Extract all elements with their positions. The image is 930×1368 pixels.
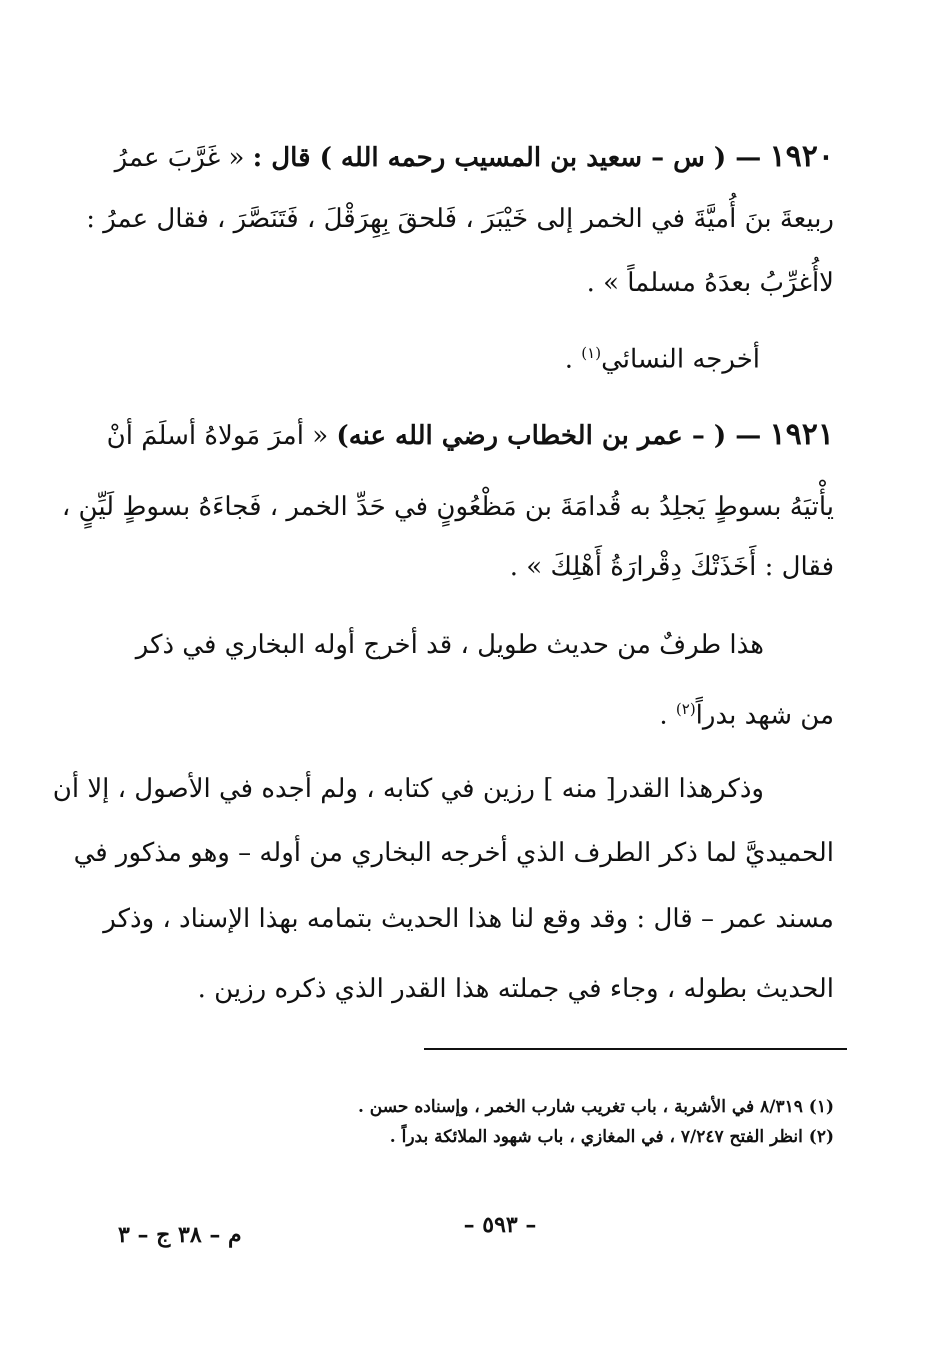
commentary-2-line-1: وذكرهذا القدر[ منه ] رزين في كتابه ، ولم أجده في الأصول ، إلا أن <box>52 774 764 804</box>
hadith-1921-line-2: يأْتيَهُ بسوطٍ يَجلِدُ به قُدامَةَ بن مَظْعُونٍ في حَدِّ الخمر ، فَجاءَهُ بسوطٍ لَيِّنٍ ، <box>61 492 834 522</box>
hadith-narrator: — ( س – سعيد بن المسيب رحمه الله ) قال : <box>252 143 762 173</box>
hadith-1921-line-3: فقال : أَخَذَتْكَ دِقْرارَةُ أَهْلِكَ » . <box>509 552 834 582</box>
hadith-1920-line-2: ربيعةَ بنَ أُميَّةَ في الخمر إلى خَيْبَرَ ، فَلحقَ بِهِرَقْلَ ، فَتَنَصَّرَ ، فقال عمرُ : <box>86 204 834 234</box>
printer-signature: م – ٣٨ ج – ٣ <box>118 1222 242 1248</box>
commentary-end: . <box>659 700 668 731</box>
commentary-1-line-1: هذا طرفٌ من حديث طويل ، قد أخرج أوله البخاري في ذكر <box>135 630 764 660</box>
commentary-1-line-2 <box>94 692 834 733</box>
hadith-1920-line-1 <box>94 140 834 175</box>
footnote-2: (٢) انظر الفتح ٧/٢٤٧ ، في المغازي ، باب شهود الملائكة بدراً . <box>389 1127 834 1147</box>
page-number: – ٥٩٣ – <box>463 1212 537 1238</box>
commentary-text: من شهد بدراً <box>695 700 834 731</box>
footnote-ref: (١) <box>581 344 602 362</box>
hadith-1920-line-3: لاأُغرِّبُ بعدَهُ مسلماً » . <box>586 268 834 298</box>
hadith-number: ١٩٢٠ <box>769 139 834 174</box>
hadith-narrator: — ( – عمر بن الخطاب رضي الله عنه) <box>336 421 762 451</box>
takhrij-end: . <box>564 344 574 375</box>
hadith-number: ١٩٢١ <box>769 417 834 452</box>
commentary-2-line-2: الحميديَّ لما ذكر الطرف الذي أخرجه البخاري من أوله – وهو مذكور في <box>73 838 834 868</box>
commentary-2-line-4: الحديث بطوله ، وجاء في جملته هذا القدر الذي ذكره رزين . <box>197 974 834 1004</box>
footnote-ref: (٢) <box>675 700 696 718</box>
hadith-text: « غَرَّبَ عمرُ <box>114 143 245 173</box>
hadith-1920-takhrij <box>20 336 760 377</box>
hadith-text: « أمرَ مَولاهُ أسلَمَ أنْ <box>106 421 329 451</box>
hadith-1921-line-1 <box>94 418 834 453</box>
commentary-2-line-3: مسند عمر – قال : وقد وقع لنا هذا الحديث بتمامه بهذا الإسناد ، وذكر <box>103 904 834 934</box>
footnote-divider <box>424 1048 847 1050</box>
takhrij-text: أخرجه النسائي <box>601 344 760 375</box>
footnote-1: (١) ٨/٣١٩ في الأشربة ، باب تغريب شارب الخمر ، وإسناده حسن . <box>357 1097 834 1117</box>
